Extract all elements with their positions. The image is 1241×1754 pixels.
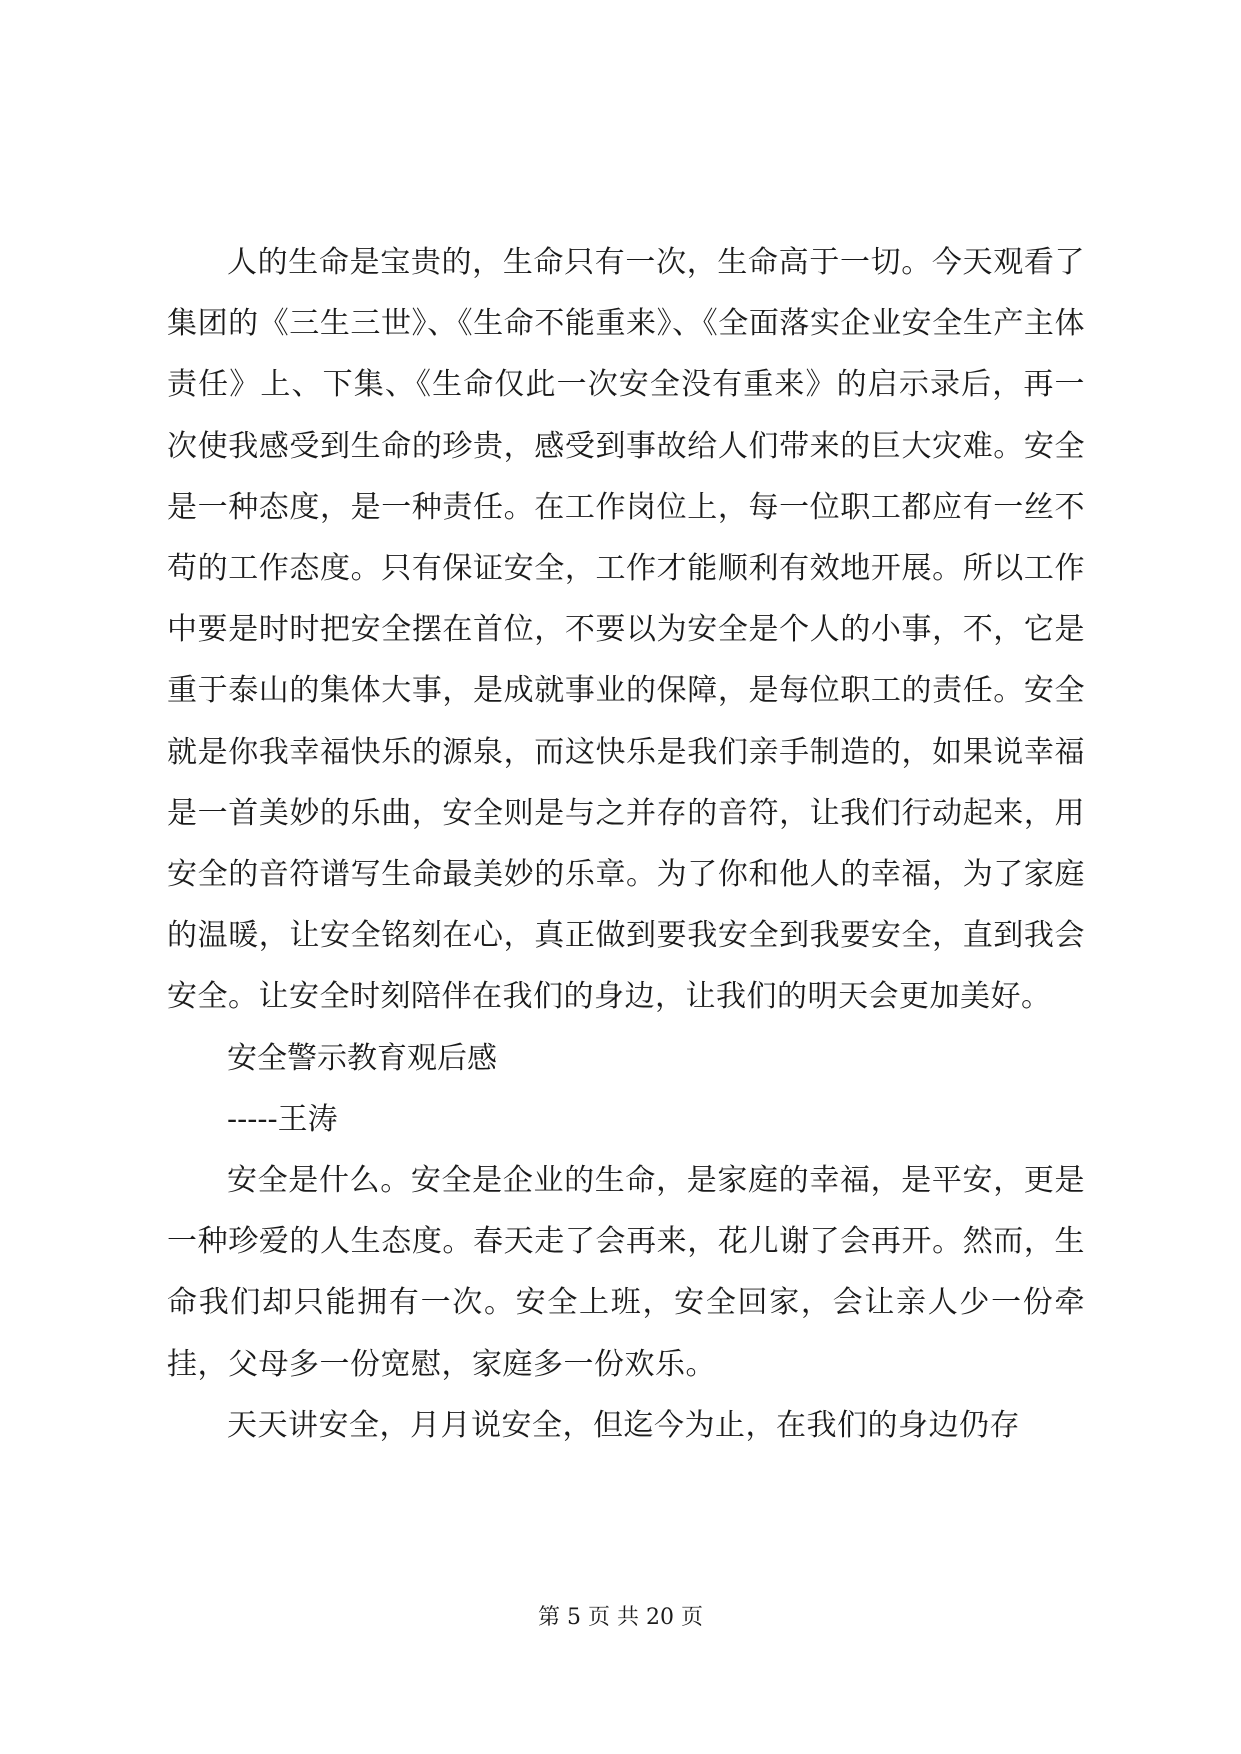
- paragraph-daily-safety: 天天讲安全，月月说安全，但迄今为止，在我们的身边仍存: [227, 1407, 1020, 1443]
- author-line: -----王涛: [227, 1101, 338, 1137]
- essay-title: 安全警示教育观后感: [227, 1040, 497, 1076]
- paragraph-intro: 人的生命是宝贵的，生命只有一次，生命高于一切。今天观看了集团的《三生三世》、《生命不能重来》、《全面落实企业安全生产主体责任》上、下集、《生命仅此一次安全没有重来》的启示录后，再一次使我感受到生命的珍贵，感受到事故给人们带来的巨大灾难。安全是一种态度，是一种责任。在工作岗位上，每一位职工都应有一丝不苟的工作态度。只有保证安全，工作才能顺利有效地开展。所以工作中要是时时把安全摆在首位，不要以为安全是个人的小事，不，它是重于泰山的集体大事，是成就事业的保障，是每位职工的责任。安全就是你我幸福快乐的源泉，而这快乐是我们亲手制造的，如果说幸福是一首美妙的乐曲，安全则是与之并存的音符，让我们行动起来，用安全的音符谱写生命最美妙的乐章。为了你和他人的幸福，为了家庭的温暖，让安全铭刻在心，真正做到要我安全到我要安全，直到我会安全。让安全时刻陪伴在我们的身边，让我们的明天会更加美好。: [167, 245, 1085, 1015]
- document-body: [167, 232, 1085, 1456]
- page-footer: [0, 1602, 1241, 1634]
- paragraph-what-is-safety: 安全是什么。安全是企业的生命，是家庭的幸福，是平安，更是一种珍爱的人生态度。春天走了会再来，花儿谢了会再开。然而，生命我们却只能拥有一次。安全上班，安全回家，会让亲人少一份牵挂，父母多一份宽慰，家庭多一份欢乐。: [167, 1163, 1085, 1382]
- page-number-indicator: 第 5 页 共 20 页: [538, 1605, 703, 1630]
